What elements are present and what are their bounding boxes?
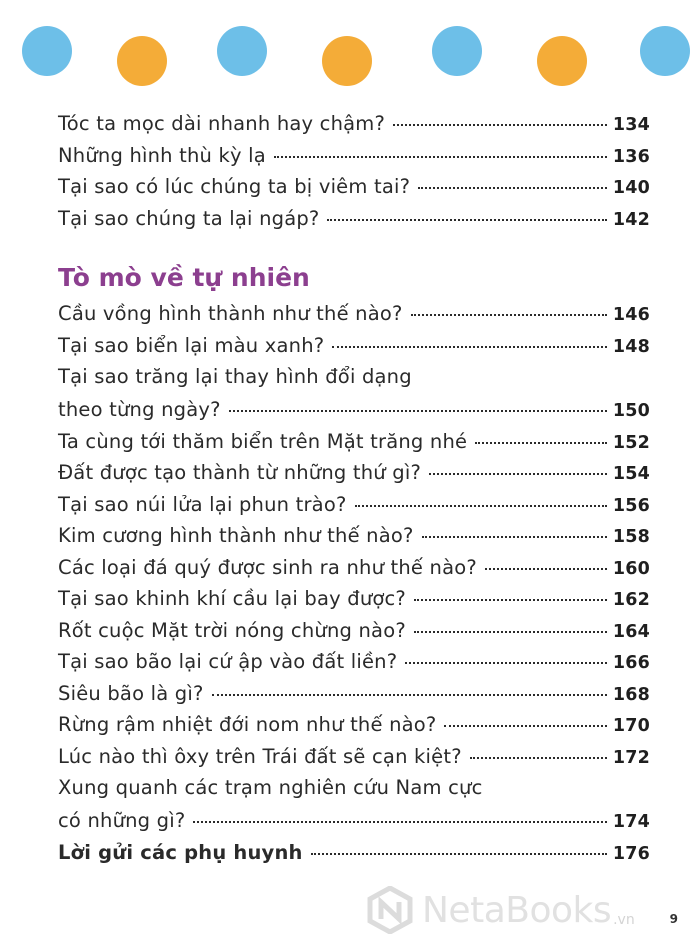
toc-entry-first-line: Tại sao trăng lại thay hình đổi dạng — [58, 365, 412, 388]
toc-entry-page: 140 — [612, 178, 650, 198]
toc-entry-title: Tại sao chúng ta lại ngáp? — [58, 206, 320, 230]
toc-entry-page: 160 — [612, 558, 650, 579]
dot-leader — [355, 505, 607, 507]
blue-dot — [640, 26, 690, 76]
dot-leader — [229, 410, 607, 412]
decorative-dots-row — [0, 0, 700, 100]
dot-leader — [475, 442, 607, 444]
toc-entry — [58, 619, 650, 651]
toc-entry-page: 164 — [612, 621, 650, 642]
toc-entry-page: 154 — [612, 464, 650, 484]
toc-entry-page: 158 — [612, 527, 650, 547]
toc-entry-page: 152 — [612, 432, 650, 453]
toc-entry-title: Những hình thù kỳ lạ — [58, 143, 266, 167]
section-heading: Tò mò về tự nhiên — [58, 263, 310, 292]
toc-entry — [58, 556, 650, 588]
dot-leader — [212, 694, 607, 696]
toc-entry-title: Tại sao có lúc chúng ta bị viêm tai? — [58, 175, 411, 198]
toc-entry — [58, 587, 650, 619]
toc-entry-page: 170 — [612, 716, 650, 736]
toc-entry — [58, 112, 650, 144]
toc-entry-title: Lúc nào thì ôxy trên Trái đất sẽ cạn kiệt? — [58, 744, 462, 768]
toc-entry-title: theo từng ngày? — [58, 398, 221, 421]
toc-entry-page: 150 — [612, 401, 650, 421]
dot-leader — [393, 124, 607, 126]
toc-entry-title: Kim cương hình thành như thế nào? — [58, 524, 414, 547]
toc-entry-page: 166 — [612, 653, 650, 673]
dot-leader — [418, 187, 607, 189]
toc-entry — [58, 493, 650, 525]
toc-entry-title: Lời gửi các phụ huynh — [58, 840, 303, 864]
toc-entry-page: 142 — [612, 209, 650, 230]
toc-entry-title: Tại sao núi lửa lại phun trào? — [58, 492, 347, 516]
toc-entry-title: Tại sao khinh khí cầu lại bay được? — [58, 587, 406, 610]
toc-entry-title: Các loại đá quý được sinh ra như thế nào? — [58, 555, 477, 579]
toc-entry-title: Đất được tạo thành từ những thứ gì? — [58, 461, 422, 484]
watermark-brand: NetaBooks — [422, 889, 612, 931]
netabooks-logo-icon — [366, 886, 414, 934]
toc-entry-title: Ta cùng tới thăm biển trên Mặt trăng nhé — [58, 429, 468, 453]
toc-entry — [58, 650, 650, 682]
toc-entry — [58, 334, 650, 366]
page-number: 9 — [669, 912, 678, 926]
toc-entry-title: có những gì? — [58, 809, 186, 832]
toc-entry — [58, 809, 650, 841]
dot-leader — [405, 662, 607, 664]
orange-dot — [537, 36, 587, 86]
toc-entry-title: Rốt cuộc Mặt trời nóng chừng nào? — [58, 618, 406, 642]
dot-leader — [444, 725, 606, 727]
toc-entry — [58, 841, 650, 873]
toc-entry-page: 136 — [612, 146, 650, 167]
dot-leader — [193, 821, 606, 823]
toc-entry — [58, 144, 650, 176]
dot-leader — [470, 757, 607, 759]
dot-leader — [429, 473, 607, 475]
dot-leader — [311, 853, 607, 855]
table-of-contents — [58, 112, 650, 872]
toc-entry-title: Siêu bão là gì? — [58, 681, 204, 705]
toc-entry-title: Tại sao biển lại màu xanh? — [58, 333, 325, 357]
toc-entry-title: Tóc ta mọc dài nhanh hay chậm? — [58, 112, 386, 135]
dot-leader — [422, 536, 607, 538]
toc-entry-title: Cầu vồng hình thành như thế nào? — [58, 302, 403, 325]
orange-dot — [117, 36, 167, 86]
toc-entry — [58, 430, 650, 462]
dot-leader — [414, 599, 607, 601]
toc-entry — [58, 398, 650, 430]
toc-entry-page: 172 — [612, 747, 650, 768]
dot-leader — [327, 219, 606, 221]
toc-entry-title: Tại sao bão lại cứ ập vào đất liền? — [58, 650, 398, 673]
dot-leader — [411, 314, 607, 316]
toc-entry — [58, 682, 650, 714]
dot-leader — [414, 631, 607, 633]
toc-entry — [58, 207, 650, 239]
toc-entry-first-line: Xung quanh các trạm nghiên cứu Nam cực — [58, 776, 483, 799]
toc-entry — [58, 302, 650, 334]
toc-entry — [58, 524, 650, 556]
toc-entry-page: 168 — [612, 684, 650, 705]
toc-entry-page: 174 — [612, 812, 650, 832]
dot-leader — [485, 568, 607, 570]
toc-entry-page: 162 — [612, 590, 650, 610]
toc-entry — [58, 713, 650, 745]
toc-entry-title: Rừng rậm nhiệt đới nom như thế nào? — [58, 713, 437, 736]
dot-leader — [274, 156, 607, 158]
blue-dot — [22, 26, 72, 76]
orange-dot — [322, 36, 372, 86]
toc-entry-page: 146 — [612, 305, 650, 325]
dot-leader — [332, 346, 607, 348]
blue-dot — [432, 26, 482, 76]
toc-entry-page: 148 — [612, 336, 650, 357]
toc-entry-page: 176 — [612, 843, 650, 864]
blue-dot — [217, 26, 267, 76]
toc-entry — [58, 175, 650, 207]
toc-entry — [58, 461, 650, 493]
toc-entry-page: 134 — [612, 115, 650, 135]
watermark-suffix: .vn — [613, 912, 635, 928]
watermark — [366, 886, 635, 934]
toc-entry-page: 156 — [612, 495, 650, 516]
toc-entry — [58, 745, 650, 777]
